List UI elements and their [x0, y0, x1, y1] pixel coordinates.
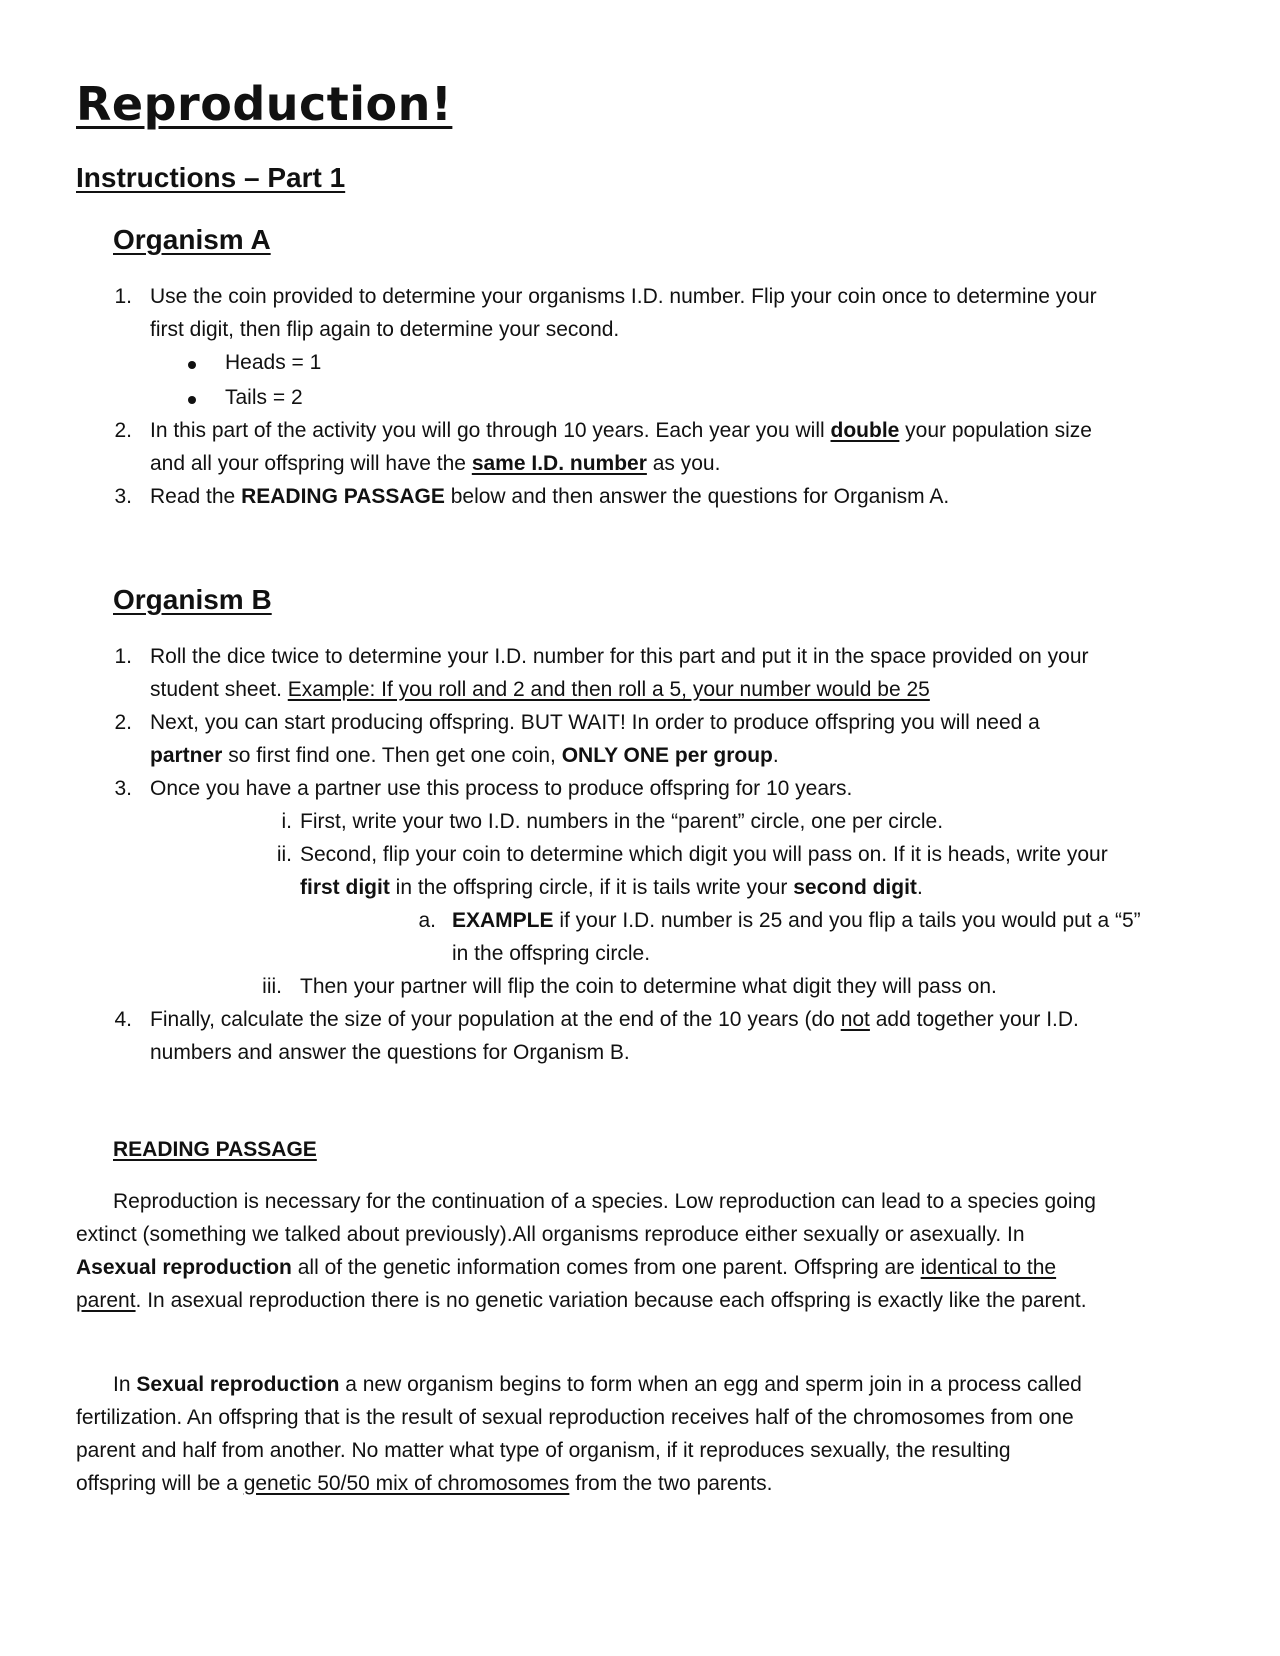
sub-item-text: EXAMPLE if your I.D. number is 25 and you flip a tails you would put a “5”	[452, 909, 1141, 932]
bullet-icon	[188, 361, 196, 369]
list-number: 3.	[114, 777, 132, 800]
list-number: ii.	[276, 843, 292, 866]
list-item-text: In this part of the activity you will go through 10 years. Each year you will double your population size	[150, 419, 1092, 442]
paragraph-line: In Sexual reproduction a new organism begins to form when an egg and sperm join in a process called	[113, 1373, 1082, 1396]
list-item-text: and all your offspring will have the same I.D. number as you.	[150, 452, 721, 475]
list-item-text: student sheet. Example: If you roll and 2 and then roll a 5, your number would be 25	[150, 678, 930, 701]
list-number: 4.	[114, 1008, 132, 1031]
list-number: 3.	[114, 485, 132, 508]
list-item-text: Next, you can start producing offspring. BUT WAIT! In order to produce offspring you will need a	[150, 711, 1040, 734]
paragraph-line: Reproduction is necessary for the continuation of a species. Low reproduction can lead to a species going	[113, 1190, 1096, 1213]
bullet-item: Tails = 2	[225, 386, 303, 409]
paragraph-line: offspring will be a genetic 50/50 mix of chromosomes from the two parents.	[76, 1472, 773, 1495]
list-number: a.	[418, 909, 436, 932]
sub-item-text: Then your partner will flip the coin to determine what digit they will pass on.	[300, 975, 997, 998]
emphasis-same-id: same I.D. number	[471, 452, 647, 475]
list-item-text: first digit, then flip again to determine your second.	[150, 318, 620, 341]
list-item-text: partner so first find one. Then get one coin, ONLY ONE per group.	[150, 744, 779, 767]
emphasis-double: double	[830, 419, 900, 442]
list-number: 1.	[114, 645, 132, 668]
instructions-heading: Instructions – Part 1	[76, 162, 346, 193]
list-number: 1.	[114, 285, 132, 308]
example-text: Example: If you roll and 2 and then roll a 5, your number would be 25	[287, 678, 930, 701]
emphasis-reading-passage: READING PASSAGE	[241, 485, 445, 508]
paragraph-line: parent and half from another. No matter what type of organism, if it reproduces sexually, the resulting	[76, 1439, 1011, 1462]
list-item-text: Read the READING PASSAGE below and then answer the questions for Organism A.	[150, 485, 950, 508]
list-number: 2.	[114, 419, 132, 442]
list-number: 2.	[114, 711, 132, 734]
paragraph-line: fertilization. An offspring that is the result of sexual reproduction receives half of the chromosomes from one	[76, 1406, 1074, 1429]
paragraph-line: Asexual reproduction all of the genetic information comes from one parent. Offspring are identical to the	[76, 1256, 1057, 1279]
paragraph-line: parent. In asexual reproduction there is no genetic variation because each offspring is exactly like the parent.	[76, 1289, 1087, 1312]
list-number: iii.	[262, 975, 282, 998]
list-item-text: Roll the dice twice to determine your I.D. number for this part and put it in the space provided on your	[150, 645, 1089, 668]
bullet-icon	[188, 396, 196, 404]
sub-item-text: First, write your two I.D. numbers in the “parent” circle, one per circle.	[300, 810, 944, 833]
list-number: i.	[281, 810, 292, 833]
page-title: Reproduction!	[76, 77, 453, 131]
organism-a-heading: Organism A	[113, 224, 271, 255]
list-item-text: Once you have a partner use this process to produce offspring for 10 years.	[150, 777, 853, 800]
sub-item-text: Second, flip your coin to determine which digit you will pass on. If it is heads, write your	[300, 843, 1108, 866]
list-item-text: Use the coin provided to determine your organisms I.D. number. Flip your coin once to determine your	[150, 285, 1097, 308]
sub-item-text: in the offspring circle.	[452, 942, 651, 965]
bullet-item: Heads = 1	[225, 351, 322, 374]
sub-item-text: first digit in the offspring circle, if it is tails write your second digit.	[300, 876, 923, 899]
list-item-text: Finally, calculate the size of your population at the end of the 10 years (do not add together your I.D.	[150, 1008, 1079, 1031]
organism-b-heading: Organism B	[113, 584, 272, 615]
paragraph-line: extinct (something we talked about previously).All organisms reproduce either sexually or asexually. In	[76, 1223, 1025, 1246]
list-item-text: numbers and answer the questions for Organism B.	[150, 1041, 630, 1064]
reading-passage-heading: READING PASSAGE	[113, 1138, 317, 1161]
